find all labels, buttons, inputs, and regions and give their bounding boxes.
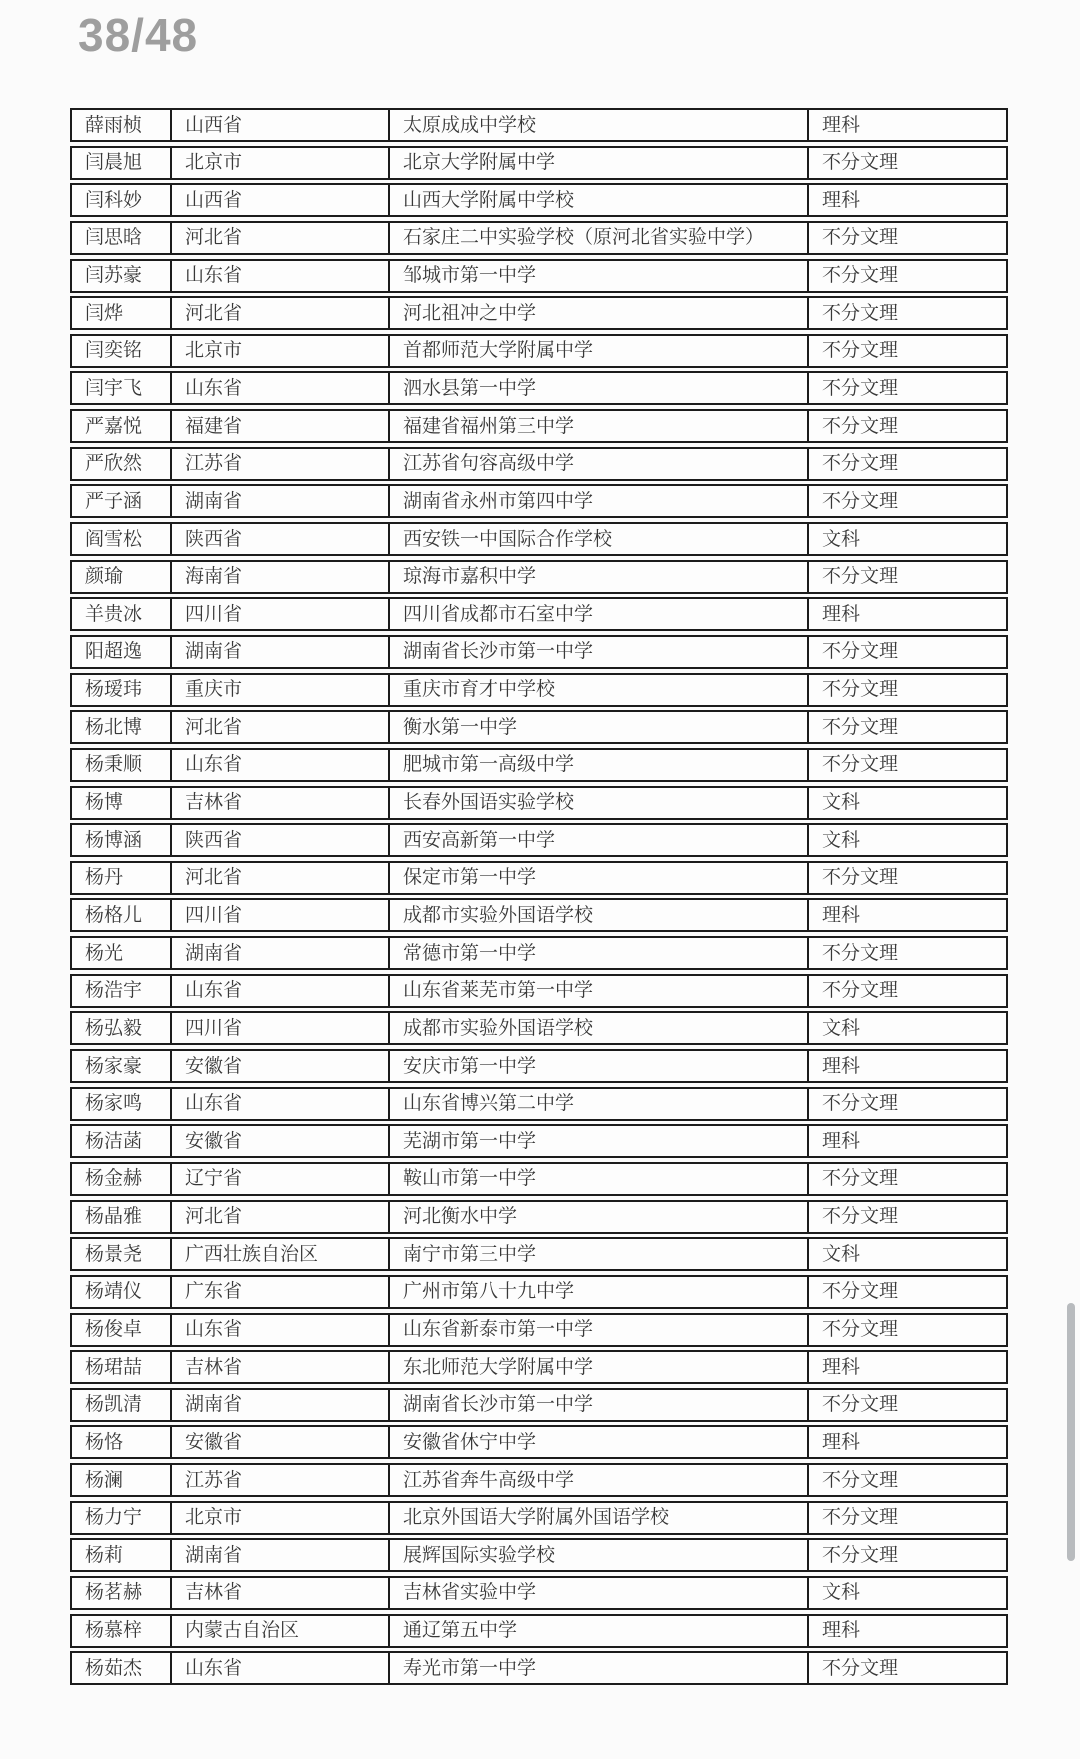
cell-track: 不分文理	[807, 336, 1006, 366]
cell-school: 西安铁一中国际合作学校	[388, 524, 807, 554]
cell-track: 理科	[807, 1051, 1006, 1081]
cell-province: 安徽省	[170, 1126, 388, 1156]
cell-school: 保定市第一中学	[388, 863, 807, 893]
cell-track: 理科	[807, 900, 1006, 930]
cell-track: 不分文理	[807, 1390, 1006, 1420]
cell-province: 吉林省	[170, 788, 388, 818]
cell-name: 杨瑷玮	[85, 679, 143, 701]
scrollbar-thumb[interactable]	[1067, 1303, 1075, 1561]
table-row	[70, 1350, 1008, 1384]
cell-track: 不分文理	[807, 750, 1006, 780]
cell-track: 文科	[807, 1239, 1006, 1269]
table-row	[70, 861, 1008, 895]
cell-name: 羊贵冰	[85, 603, 143, 625]
cell-province: 四川省	[170, 599, 388, 629]
cell-school: 衡水第一中学	[388, 712, 807, 742]
cell-track: 理科	[807, 185, 1006, 215]
table-row	[70, 108, 1008, 142]
table-row	[70, 1011, 1008, 1045]
cell-school: 河北衡水中学	[388, 1202, 807, 1232]
table-row	[70, 748, 1008, 782]
cell-track: 不分文理	[807, 1465, 1006, 1495]
cell-province: 河北省	[170, 863, 388, 893]
cell-name: 严嘉悦	[85, 415, 143, 437]
cell-track: 文科	[807, 1013, 1006, 1043]
cell-name: 杨慕梓	[85, 1620, 143, 1642]
cell-track: 文科	[807, 825, 1006, 855]
cell-name: 杨晶雅	[85, 1206, 143, 1228]
cell-province: 四川省	[170, 900, 388, 930]
cell-name: 杨茹杰	[85, 1657, 143, 1679]
table-row	[70, 221, 1008, 255]
cell-school: 河北祖冲之中学	[388, 298, 807, 328]
cell-track: 不分文理	[807, 1202, 1006, 1232]
cell-track: 不分文理	[807, 373, 1006, 403]
table-row	[70, 371, 1008, 405]
cell-school: 安徽省休宁中学	[388, 1427, 807, 1457]
cell-name: 杨浩宇	[85, 980, 143, 1002]
table-row	[70, 1049, 1008, 1083]
cell-province: 河北省	[170, 712, 388, 742]
cell-province: 山东省	[170, 1089, 388, 1119]
cell-name: 阳超逸	[85, 641, 143, 663]
cell-school: 石家庄二中实验学校（原河北省实验中学）	[388, 223, 807, 253]
cell-track: 不分文理	[807, 486, 1006, 516]
cell-name: 杨俊卓	[85, 1319, 143, 1340]
cell-name: 杨家鸣	[85, 1093, 143, 1115]
cell-name: 杨恪	[85, 1431, 124, 1453]
table-row	[70, 1501, 1008, 1535]
cell-school: 北京外国语大学附属外国语学校	[388, 1503, 807, 1533]
cell-province: 四川省	[170, 1013, 388, 1043]
cell-track: 不分文理	[807, 863, 1006, 893]
cell-name: 闫科妙	[85, 189, 143, 211]
cell-track: 不分文理	[807, 261, 1006, 291]
cell-school: 首都师范大学附属中学	[388, 336, 807, 366]
cell-track: 不分文理	[807, 712, 1006, 742]
cell-track: 文科	[807, 1578, 1006, 1608]
cell-name: 杨丹	[85, 867, 124, 889]
cell-name: 杨博	[85, 792, 124, 814]
cell-school: 湖南省长沙市第一中学	[388, 1390, 807, 1420]
cell-province: 安徽省	[170, 1427, 388, 1457]
table-row	[70, 823, 1008, 857]
cell-track: 不分文理	[807, 1540, 1006, 1570]
cell-name: 杨金赫	[85, 1168, 143, 1190]
table-row	[70, 183, 1008, 217]
results-table	[70, 108, 1008, 1689]
cell-name: 杨家豪	[85, 1055, 143, 1077]
cell-track: 理科	[807, 1352, 1006, 1382]
cell-province: 河北省	[170, 298, 388, 328]
cell-province: 重庆市	[170, 675, 388, 705]
cell-school: 展辉国际实验学校	[388, 1540, 807, 1570]
cell-track: 不分文理	[807, 1089, 1006, 1119]
cell-school: 吉林省实验中学	[388, 1578, 807, 1608]
cell-province: 北京市	[170, 1503, 388, 1533]
table-row	[70, 1425, 1008, 1459]
table-row	[70, 296, 1008, 330]
table-row	[70, 522, 1008, 556]
cell-name: 杨洁菡	[85, 1130, 143, 1152]
cell-province: 陕西省	[170, 825, 388, 855]
table-row	[70, 635, 1008, 669]
cell-province: 湖南省	[170, 1390, 388, 1420]
cell-school: 广州市第八十九中学	[388, 1277, 807, 1307]
cell-track: 文科	[807, 524, 1006, 554]
cell-school: 山东省博兴第二中学	[388, 1089, 807, 1119]
cell-name: 杨景尧	[85, 1243, 143, 1265]
cell-province: 山西省	[170, 110, 388, 140]
cell-name: 杨靖仪	[85, 1281, 143, 1303]
table-row	[70, 1576, 1008, 1610]
cell-name: 闫奕铭	[85, 340, 143, 362]
cell-province: 吉林省	[170, 1352, 388, 1382]
table-row	[70, 786, 1008, 820]
cell-name: 严欣然	[85, 453, 143, 475]
cell-school: 安庆市第一中学	[388, 1051, 807, 1081]
table-row	[70, 1162, 1008, 1196]
cell-province: 广西壮族自治区	[170, 1239, 388, 1269]
cell-school: 江苏省奔牛高级中学	[388, 1465, 807, 1495]
table-row	[70, 484, 1008, 518]
cell-province: 湖南省	[170, 1540, 388, 1570]
cell-name: 杨博涵	[85, 829, 143, 851]
cell-name: 闫思晗	[85, 227, 143, 249]
cell-track: 理科	[807, 1126, 1006, 1156]
cell-track: 不分文理	[807, 298, 1006, 328]
cell-school: 琼海市嘉积中学	[388, 562, 807, 592]
table-row	[70, 1463, 1008, 1497]
cell-province: 湖南省	[170, 637, 388, 667]
cell-province: 山东省	[170, 373, 388, 403]
cell-name: 杨凯清	[85, 1394, 143, 1416]
cell-name: 闫苏豪	[85, 265, 143, 287]
cell-school: 成都市实验外国语学校	[388, 1013, 807, 1043]
cell-track: 不分文理	[807, 223, 1006, 253]
cell-school: 山东省新泰市第一中学	[388, 1315, 807, 1345]
cell-province: 辽宁省	[170, 1164, 388, 1194]
cell-name: 杨茗赫	[85, 1582, 143, 1604]
cell-name: 闫烨	[85, 302, 124, 324]
cell-province: 山西省	[170, 185, 388, 215]
cell-name: 杨北博	[85, 716, 143, 738]
table-row	[70, 1313, 1008, 1347]
cell-school: 湖南省永州市第四中学	[388, 486, 807, 516]
cell-province: 广东省	[170, 1277, 388, 1307]
table-row	[70, 1124, 1008, 1158]
cell-school: 北京大学附属中学	[388, 148, 807, 178]
cell-province: 河北省	[170, 223, 388, 253]
table-row	[70, 1275, 1008, 1309]
cell-school: 重庆市育才中学校	[388, 675, 807, 705]
cell-school: 泗水县第一中学	[388, 373, 807, 403]
cell-name: 颜瑜	[85, 566, 124, 588]
cell-province: 湖南省	[170, 938, 388, 968]
cell-province: 江苏省	[170, 1465, 388, 1495]
table-row	[70, 334, 1008, 368]
table-row	[70, 1651, 1008, 1685]
cell-name: 严子涵	[85, 490, 143, 512]
table-row	[70, 597, 1008, 631]
cell-name: 杨弘毅	[85, 1017, 143, 1039]
cell-track: 不分文理	[807, 1277, 1006, 1307]
cell-province: 海南省	[170, 562, 388, 592]
cell-name: 薛雨桢	[85, 114, 143, 136]
cell-school: 福建省福州第三中学	[388, 411, 807, 441]
cell-track: 不分文理	[807, 1315, 1006, 1345]
cell-school: 东北师范大学附属中学	[388, 1352, 807, 1382]
cell-province: 江苏省	[170, 449, 388, 479]
cell-track: 理科	[807, 1427, 1006, 1457]
cell-province: 安徽省	[170, 1051, 388, 1081]
table-row	[70, 447, 1008, 481]
table-row	[70, 673, 1008, 707]
cell-name: 闫晨旭	[85, 152, 143, 174]
cell-school: 成都市实验外国语学校	[388, 900, 807, 930]
cell-province: 山东省	[170, 261, 388, 291]
cell-track: 理科	[807, 1616, 1006, 1646]
cell-school: 芜湖市第一中学	[388, 1126, 807, 1156]
cell-province: 陕西省	[170, 524, 388, 554]
cell-province: 湖南省	[170, 486, 388, 516]
cell-school: 鞍山市第一中学	[388, 1164, 807, 1194]
cell-track: 理科	[807, 599, 1006, 629]
table-row	[70, 710, 1008, 744]
cell-school: 通辽第五中学	[388, 1616, 807, 1646]
table-row	[70, 1087, 1008, 1121]
cell-province: 北京市	[170, 336, 388, 366]
cell-track: 不分文理	[807, 976, 1006, 1006]
cell-province: 吉林省	[170, 1578, 388, 1608]
cell-school: 寿光市第一中学	[388, 1653, 807, 1683]
cell-school: 长春外国语实验学校	[388, 788, 807, 818]
cell-track: 不分文理	[807, 449, 1006, 479]
cell-province: 山东省	[170, 1653, 388, 1683]
table-row	[70, 409, 1008, 443]
table-row	[70, 1388, 1008, 1422]
cell-name: 杨莉	[85, 1544, 124, 1566]
cell-province: 山东省	[170, 750, 388, 780]
cell-province: 山东省	[170, 976, 388, 1006]
cell-track: 不分文理	[807, 562, 1006, 592]
cell-school: 邹城市第一中学	[388, 261, 807, 291]
cell-name: 阎雪松	[85, 528, 143, 550]
table-row	[70, 560, 1008, 594]
table-row	[70, 898, 1008, 932]
cell-track: 不分文理	[807, 1653, 1006, 1683]
cell-school: 江苏省句容高级中学	[388, 449, 807, 479]
cell-name: 闫宇飞	[85, 377, 143, 399]
cell-name: 杨格儿	[85, 904, 143, 926]
cell-track: 不分文理	[807, 1503, 1006, 1533]
cell-school: 四川省成都市石室中学	[388, 599, 807, 629]
table-row	[70, 1200, 1008, 1234]
cell-name: 杨珺喆	[85, 1356, 143, 1378]
cell-school: 常德市第一中学	[388, 938, 807, 968]
table-row	[70, 974, 1008, 1008]
cell-track: 不分文理	[807, 148, 1006, 178]
table-row	[70, 1237, 1008, 1271]
cell-school: 山西大学附属中学校	[388, 185, 807, 215]
cell-school: 湖南省长沙市第一中学	[388, 637, 807, 667]
cell-province: 内蒙古自治区	[170, 1616, 388, 1646]
cell-name: 杨澜	[85, 1469, 124, 1491]
page-indicator: 38/48	[78, 9, 199, 61]
cell-name: 杨秉顺	[85, 754, 143, 776]
cell-school: 南宁市第三中学	[388, 1239, 807, 1269]
cell-track: 理科	[807, 110, 1006, 140]
cell-school: 太原成成中学校	[388, 110, 807, 140]
cell-province: 河北省	[170, 1202, 388, 1232]
table-row	[70, 936, 1008, 970]
cell-track: 不分文理	[807, 1164, 1006, 1194]
cell-school: 肥城市第一高级中学	[388, 750, 807, 780]
cell-track: 文科	[807, 788, 1006, 818]
cell-track: 不分文理	[807, 637, 1006, 667]
cell-province: 北京市	[170, 148, 388, 178]
cell-province: 福建省	[170, 411, 388, 441]
cell-name: 杨光	[85, 942, 124, 964]
cell-province: 山东省	[170, 1315, 388, 1345]
table-row	[70, 1614, 1008, 1648]
cell-track: 不分文理	[807, 411, 1006, 441]
cell-school: 山东省莱芜市第一中学	[388, 976, 807, 1006]
cell-name: 杨力宁	[85, 1507, 143, 1529]
table-row	[70, 259, 1008, 293]
cell-track: 不分文理	[807, 675, 1006, 705]
table-row	[70, 1538, 1008, 1572]
cell-school: 西安高新第一中学	[388, 825, 807, 855]
cell-track: 不分文理	[807, 938, 1006, 968]
table-row	[70, 146, 1008, 180]
